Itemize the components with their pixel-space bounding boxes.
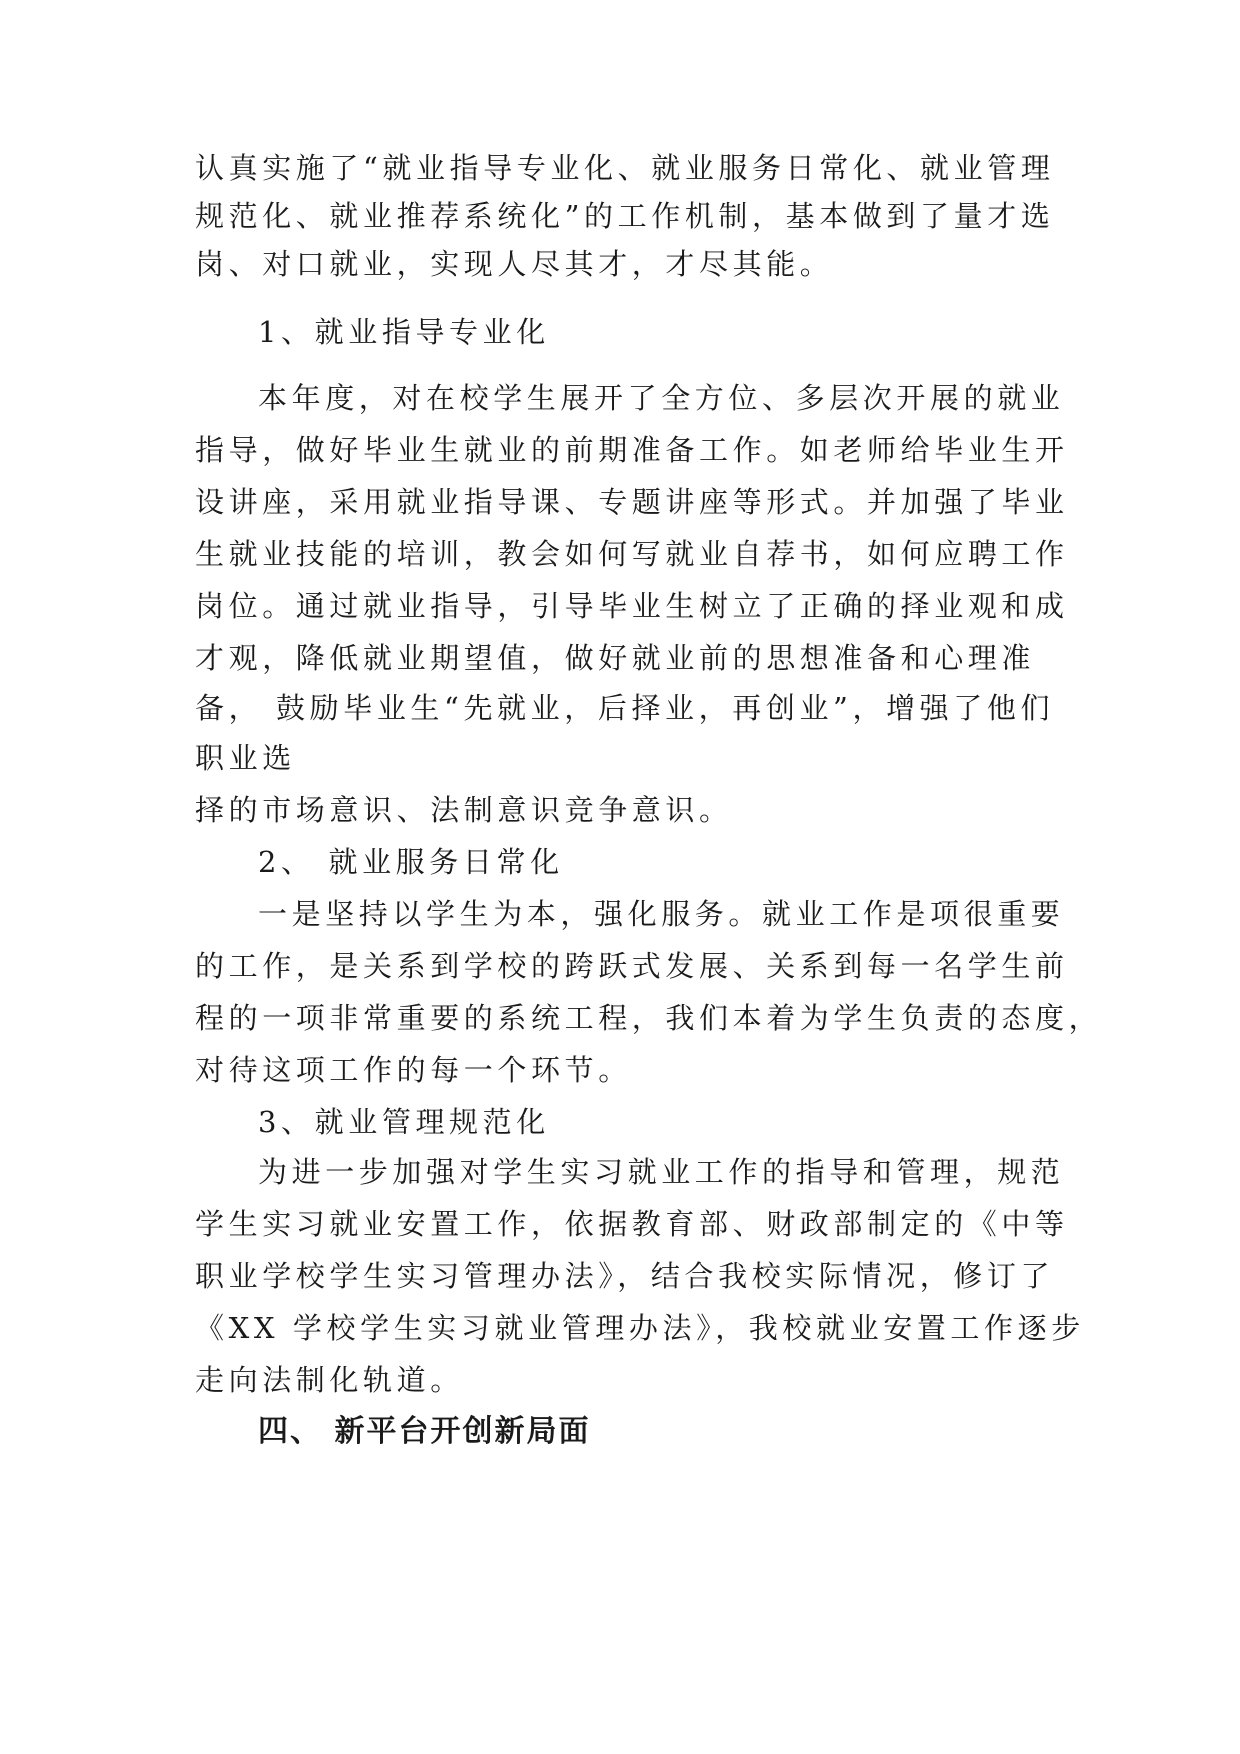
subheading-2: 2、 就业服务日常化 [258,845,564,879]
paragraph-line: 规范化、就业推荐系统化”的工作机制，基本做到了量才选 [195,199,1055,233]
paragraph-line: 为进一步加强对学生实习就业工作的指导和管理，规范 [258,1155,1065,1189]
paragraph-line: 认真实施了“就业指导专业化、就业服务日常化、就业管理 [195,151,1055,185]
paragraph-line: 对待这项工作的每一个环节。 [195,1053,632,1087]
paragraph-line: 一是坚持以学生为本，强化服务。就业工作是项很重要 [258,897,1065,931]
paragraph-line: 指导，做好毕业生就业的前期准备工作。如老师给毕业生开 [195,433,1069,467]
paragraph-line: 学生实习就业安置工作，依据教育部、财政部制定的《中等 [195,1207,1069,1241]
paragraph-line: 岗、对口就业，实现人尽其才，才尽其能。 [195,247,834,281]
paragraph-line: 《XX 学校学生实习就业管理办法》，我校就业安置工作逐步 [195,1311,1085,1345]
paragraph-line: 的工作，是关系到学校的跨跃式发展、关系到每一名学生前 [195,949,1069,983]
paragraph-line: 生就业技能的培训，教会如何写就业自荐书，如何应聘工作 [195,537,1069,571]
paragraph-line: 备， 鼓励毕业生“先就业，后择业，再创业”，增强了他们 [195,691,1055,725]
paragraph-line: 择的市场意识、法制意识竞争意识。 [195,793,733,827]
paragraph-line: 职业学校学生实习管理办法》，结合我校实际情况，修订了 [195,1259,1055,1293]
paragraph-line: 设讲座，采用就业指导课、专题讲座等形式。并加强了毕业 [195,485,1069,519]
paragraph-line: 走向法制化轨道。 [195,1363,464,1397]
paragraph-line: 程的一项非常重要的系统工程，我们本着为学生负责的态度， [195,1001,1103,1035]
subheading-3: 3、就业管理规范化 [258,1105,550,1139]
paragraph-line: 岗位。通过就业指导，引导毕业生树立了正确的择业观和成 [195,589,1069,623]
subheading-1: 1、就业指导专业化 [258,315,550,349]
paragraph-line: 职业选 [195,741,296,775]
paragraph-line: 才观，降低就业期望值，做好就业前的思想准备和心理准 [195,641,1036,675]
paragraph-line: 本年度，对在校学生展开了全方位、多层次开展的就业 [258,381,1065,415]
section-heading: 四、 新平台开创新局面 [258,1414,591,1449]
